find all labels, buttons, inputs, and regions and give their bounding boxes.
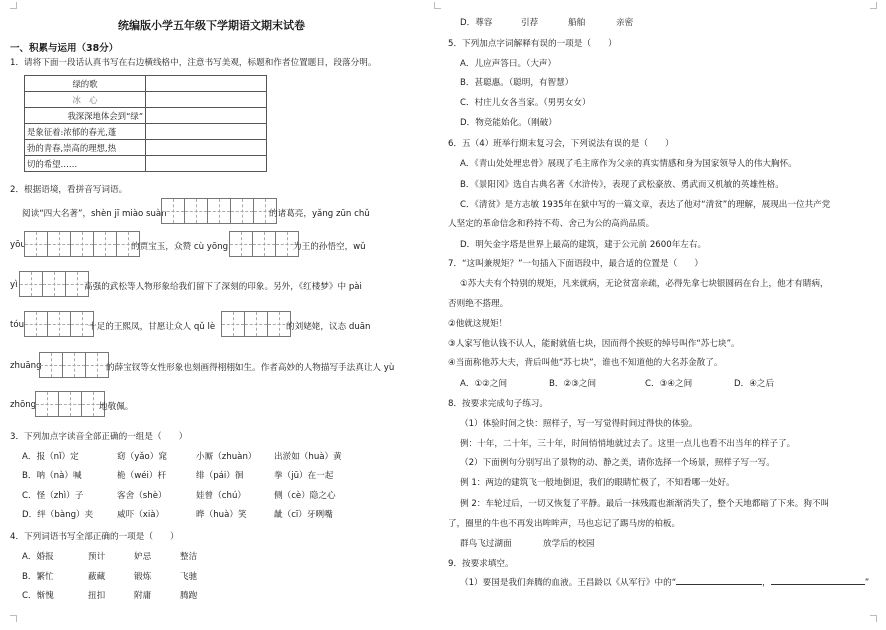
option-d[interactable]: D．绊（bàng）夹 [22, 510, 94, 520]
question-8-stem: 8．按要求完成句子练习。 [448, 399, 548, 409]
question-4-stem: 4．下列词语书写全部正确的一项是（ ） [10, 532, 179, 542]
option-b[interactable]: B．繁忙 [22, 572, 54, 582]
pinyin-answer-grid[interactable] [221, 311, 291, 337]
q9-end: ” [864, 578, 870, 588]
crop-mark [434, 2, 441, 9]
passage-sentence: ②他就这规矩！ [448, 319, 508, 329]
option-c: 客舍（shè） [117, 491, 167, 501]
option-a[interactable]: A．儿应声答曰。（大声） [460, 59, 557, 69]
question-5-stem: 5．下列加点字词解释有误的一项是（ ） [448, 39, 617, 49]
q2-text: 的薛宝钗等女性形象也刻画得栩栩如生。作者高妙的人物描写手法真让人 yù [106, 363, 395, 373]
option-c[interactable]: C．惭愧 [22, 591, 54, 601]
writing-line[interactable] [146, 124, 267, 140]
q9-fill-line [460, 576, 869, 588]
option-b: 拳（jū）在一起 [274, 471, 334, 481]
q8-example: 例：十年，二十年，三十年，时间悄悄地就过去了。这里一点儿也看不出当年的样子了。 [460, 439, 796, 449]
option-a[interactable]: A．报（nǐ）定 [22, 452, 79, 462]
scene-option[interactable]: 群鸟飞过湖面 [460, 539, 512, 549]
poem-author: 冰 心 [25, 92, 146, 108]
q2-text: 地敬佩。 [99, 402, 134, 412]
pinyin-answer-grid[interactable] [161, 198, 277, 224]
q2-text: yōu [10, 240, 26, 250]
option-b[interactable]: B．呐（nà）喊 [22, 471, 82, 481]
option-a: 小厮（zhuàn） [196, 452, 257, 462]
option-b: 飞驰 [180, 572, 198, 582]
question-6-stem: 6．五（4）班举行期末复习会，下列说法有误的是（ ） [448, 139, 674, 149]
option-c[interactable]: C．村庄儿女各当家。（男男女女） [460, 98, 591, 108]
option-b: 蔽藏 [88, 572, 106, 582]
passage-sentence: ③人家写他认钱不认人，能耐就值七块，因而得个挨贬的绰号叫作“苏七块”。 [448, 339, 740, 349]
option-d: 威吓（xià） [117, 510, 165, 520]
q2-text: 阅读“四大名著”，shèn jī miào suàn [22, 209, 167, 219]
pinyin-answer-grid[interactable] [39, 352, 109, 378]
option-c[interactable]: C．《清贫》是方志敏 1935年在狱中写的一篇文章，表达了他对“清贫”的理解，展现出一位共产党 [460, 200, 831, 210]
option-c[interactable]: C．③④之间 [645, 379, 693, 389]
option-a[interactable]: A．婚报 [22, 552, 54, 562]
pinyin-answer-grid[interactable] [24, 231, 140, 257]
option-d: 龇（cī）牙咧嘴 [274, 510, 333, 520]
writing-line[interactable] [146, 76, 267, 92]
option-d: 亲密 [616, 18, 634, 28]
crop-mark [870, 2, 877, 9]
pinyin-answer-grid[interactable] [35, 391, 105, 417]
option-b[interactable]: B．②③之间 [549, 379, 597, 389]
option-c: 娃曾（chú） [196, 491, 246, 501]
passage-sentence: ①苏大夫有个特别的规矩，凡来就病，无论贫富亲疏，必得先拿七块银圆码在台上，他才有睛病， [460, 279, 829, 289]
question-1-stem: 1．请将下面一段话认真书写在右边横线格中，注意书写美观，标题和作者位置题目，段落分明。 [10, 58, 377, 68]
q2-text: 的刘姥姥，议态 duān [286, 322, 371, 332]
q2-text: tóu [10, 320, 25, 330]
option-c: 附庸 [134, 591, 152, 601]
option-c: 扭扣 [88, 591, 106, 601]
passage-sentence: 否则绝不搭理。 [448, 299, 509, 309]
passage-sentence: ④当面称他苏大夫，背后叫他“苏七块”，谁也不知道他的大名苏金散了。 [448, 358, 723, 368]
writing-line[interactable] [146, 92, 267, 108]
q8-example: 了，圈里的牛也不再发出哞哞声，马也忘记了踢马房的柏板。 [448, 519, 681, 529]
option-d: 引荐 [521, 18, 539, 28]
option-d: 船舶 [568, 18, 586, 28]
option-c-continued: 人坚定的革命信念和矜持不苟、舍己为公的高尚品质。 [448, 219, 655, 229]
q8-example: 例 1：两边的建筑飞一般地倒退，我们的眼睛忙极了，不知看哪一处好。 [460, 478, 735, 488]
poem-line: 是象征着:浓郁的春光,蓬 [25, 124, 146, 140]
q2-text: 的诸葛亮，yǎng zūn chǔ [269, 209, 370, 219]
option-c: 腾跑 [180, 591, 198, 601]
q8-subquestion: （2）下面例句分别写出了景物的动、静之美，请你选择一个场景，照样子写一写。 [460, 458, 775, 468]
q2-text: yì [10, 280, 18, 290]
writing-line[interactable] [146, 156, 267, 172]
q9-separator: ， [762, 578, 771, 588]
option-c[interactable]: C．怪（zhì）子 [22, 491, 84, 501]
fill-blank[interactable] [771, 584, 865, 585]
option-d[interactable]: D．明矢金字塔是世界上最高的建筑，建于公元前 2600年左右。 [460, 240, 707, 250]
poem-line: 切的希望…… [25, 156, 146, 172]
q2-text: zhuāng [10, 361, 42, 371]
pinyin-answer-grid[interactable] [229, 231, 299, 257]
option-b[interactable]: B．甚聪惠。（聪明，有智慧） [460, 78, 574, 88]
q2-text: 为王的孙悟空，wǔ [293, 242, 366, 252]
q8-example: 例 2：车轮过后，一切又恢复了平静。最后一抹残霞也渐渐消失了，整个天地都暗了下来。狗不叫 [460, 499, 830, 509]
option-a[interactable]: A．《青山处处埋忠骨》展现了毛主席作为父亲的真实情感和身为国家领导人的伟大胸怀。 [460, 159, 797, 169]
question-3-stem: 3．下列加点字读音全部正确的一组是（ ） [10, 432, 188, 442]
poem-line: 勃的青春,崇高的理想,热 [25, 140, 146, 156]
poem-title: 绿的歌 [25, 76, 146, 92]
option-b: 锻炼 [134, 572, 152, 582]
option-a: 预计 [88, 552, 106, 562]
question-9-stem: 9．按要求填空。 [448, 559, 514, 569]
question-7-stem: 7．“这叫兼规矩？”一句插入下面语段中，最合适的位置是（ ） [448, 259, 703, 269]
option-d[interactable]: D．物竞能始化。（刚破） [460, 118, 557, 128]
page-title: 统编版小学五年级下学期语文期末试卷 [118, 19, 305, 32]
scene-option[interactable]: 放学后的校园 [543, 539, 595, 549]
q2-text: 十足的王熙凤，甘愿让众人 qǔ lè [88, 322, 216, 332]
poem-line: 我深深地体会到“绿” [25, 108, 146, 124]
option-d[interactable]: D．④之后 [734, 379, 775, 389]
writing-line[interactable] [146, 140, 267, 156]
q2-text: 的贾宝玉，众赞 cù yōng [131, 242, 229, 252]
section-heading: 一、积累与运用（38分） [10, 43, 119, 54]
option-b[interactable]: B．《景阳冈》选自古典名著《水浒传》，表现了武松豪放、勇武而又机敏的英雄性格。 [460, 180, 784, 190]
option-b: 绯（pái）徊 [196, 471, 244, 481]
option-d: 晔（huà）笑 [196, 510, 247, 520]
option-a: 出淤如（huà）黄 [274, 452, 342, 462]
crop-mark [10, 2, 17, 9]
option-a: 整洁 [180, 552, 198, 562]
fill-blank[interactable] [676, 584, 762, 585]
option-a: 窈（yǎo）窕 [117, 452, 167, 462]
pinyin-answer-grid[interactable] [24, 311, 94, 337]
option-a: 妒忌 [134, 552, 152, 562]
q9-text: （1）要国是我们奔腾的血液。王昌龄以《从军行》中的“ [460, 578, 677, 588]
option-d[interactable]: D．尊容 [460, 18, 493, 28]
option-b: 桅（wéi）杆 [117, 471, 167, 481]
crop-mark [10, 615, 17, 622]
q2-text: 高强的武松等人物形象给我们留下了深刻的印象。另外，《红楼梦》中 pài [84, 282, 362, 292]
pinyin-answer-grid[interactable] [19, 271, 89, 297]
crop-mark [870, 615, 877, 622]
poem-table [24, 75, 267, 172]
writing-line[interactable] [146, 108, 267, 124]
option-a[interactable]: A．①②之间 [460, 379, 508, 389]
question-2-stem: 2．根据语境，看拼音写词语。 [10, 185, 128, 195]
q8-subquestion: （1）体验时间之快：照样子，写一写觉得时间过得快的体验。 [460, 419, 698, 429]
option-c: 侧（cè）隐之心 [274, 491, 336, 501]
q2-text: zhōng [10, 400, 37, 410]
